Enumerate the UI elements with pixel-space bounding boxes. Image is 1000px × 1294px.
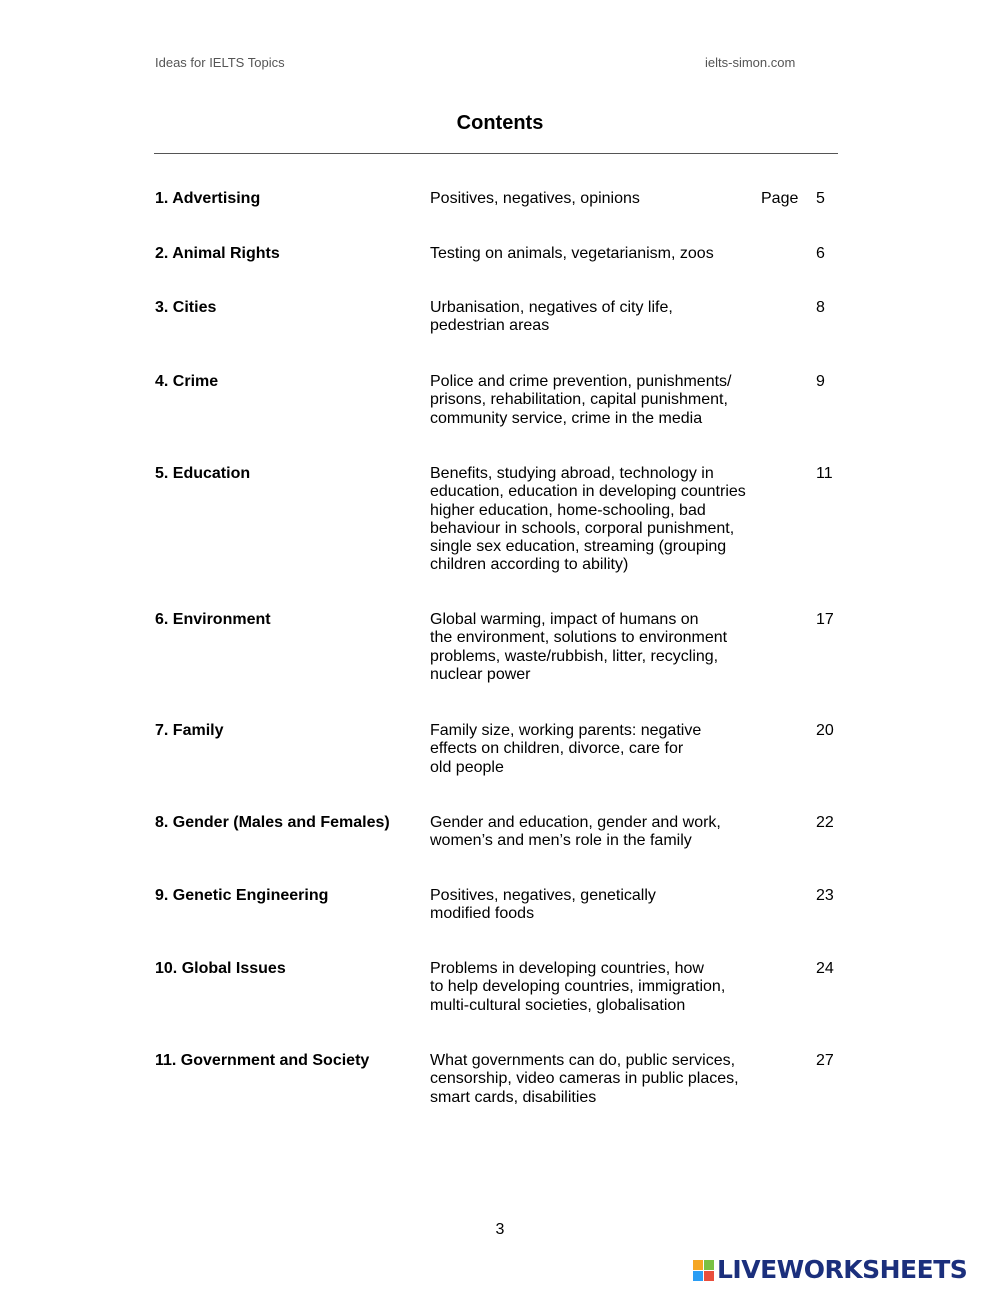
entry-description: Problems in developing countries, how to help developing countries, immigration, multi-cultural societies, globalisation: [430, 960, 726, 1014]
logo-tile-icon: [693, 1260, 703, 1270]
entry-description: What governments can do, public services, censorship, video cameras in public places, smart cards, disabilities: [430, 1052, 739, 1106]
running-header-site: ielts-simon.com: [705, 55, 796, 70]
entry-topic: 3. Cities: [155, 299, 217, 316]
logo-tile-icon: [704, 1260, 714, 1270]
entry-description: Urbanisation, negatives of city life, pedestrian areas: [430, 299, 673, 335]
running-header-title: Ideas for IELTS Topics: [155, 55, 285, 70]
page-number: 3: [495, 1221, 505, 1238]
entry-description: Family size, working parents: negative effects on children, divorce, care for old people: [430, 722, 702, 776]
entry-topic: 11. Government and Society: [155, 1052, 370, 1069]
entry-page-number: 8: [816, 299, 825, 316]
entry-description: Benefits, studying abroad, technology in education, education in developing countries higher education, home-schooling, bad behaviour in schools, corporal punishment, single sex education, streaming (grouping children according to ability): [430, 465, 746, 574]
entry-topic: 8. Gender (Males and Females): [155, 814, 390, 831]
entry-topic: 1. Advertising: [155, 190, 261, 207]
entry-page-number: 27: [816, 1052, 834, 1069]
entry-topic: 4. Crime: [155, 373, 219, 390]
entry-page-number: 22: [816, 814, 834, 831]
entry-description: Testing on animals, vegetarianism, zoos: [430, 245, 714, 262]
page-title: Contents: [456, 112, 544, 134]
entry-topic: 9. Genetic Engineering: [155, 887, 329, 904]
entry-description: Global warming, impact of humans on the environment, solutions to environment problems, waste/rubbish, litter, recycling, nuclear power: [430, 611, 728, 683]
entry-description: Police and crime prevention, punishments/ prisons, rehabilitation, capital punishment, community service, crime in the media: [430, 373, 732, 427]
entry-page-number: 9: [816, 373, 825, 390]
logo-tile-icon: [704, 1271, 714, 1281]
page-column-label: Page: [761, 190, 799, 207]
liveworksheets-logo[interactable]: [693, 1254, 967, 1286]
logo-mark-icon: [693, 1260, 714, 1281]
entry-description: Gender and education, gender and work, women’s and men’s role in the family: [430, 814, 721, 850]
entry-topic: 6. Environment: [155, 611, 271, 628]
logo-wordmark: LIVEWORKSHEETS: [717, 1255, 968, 1284]
entry-topic: 2. Animal Rights: [155, 245, 280, 262]
entry-description: Positives, negatives, opinions: [430, 190, 640, 207]
entry-page-number: 5: [816, 190, 825, 207]
entry-page-number: 20: [816, 722, 834, 739]
entry-topic: 7. Family: [155, 722, 224, 739]
entry-page-number: 6: [816, 245, 825, 262]
entry-topic: 5. Education: [155, 465, 251, 482]
entry-description: Positives, negatives, genetically modified foods: [430, 887, 656, 923]
logo-tile-icon: [693, 1271, 703, 1281]
entry-page-number: 11: [816, 465, 833, 482]
entry-page-number: 24: [816, 960, 834, 977]
entry-topic: 10. Global Issues: [155, 960, 286, 977]
entry-page-number: 17: [816, 611, 834, 628]
entry-page-number: 23: [816, 887, 834, 904]
